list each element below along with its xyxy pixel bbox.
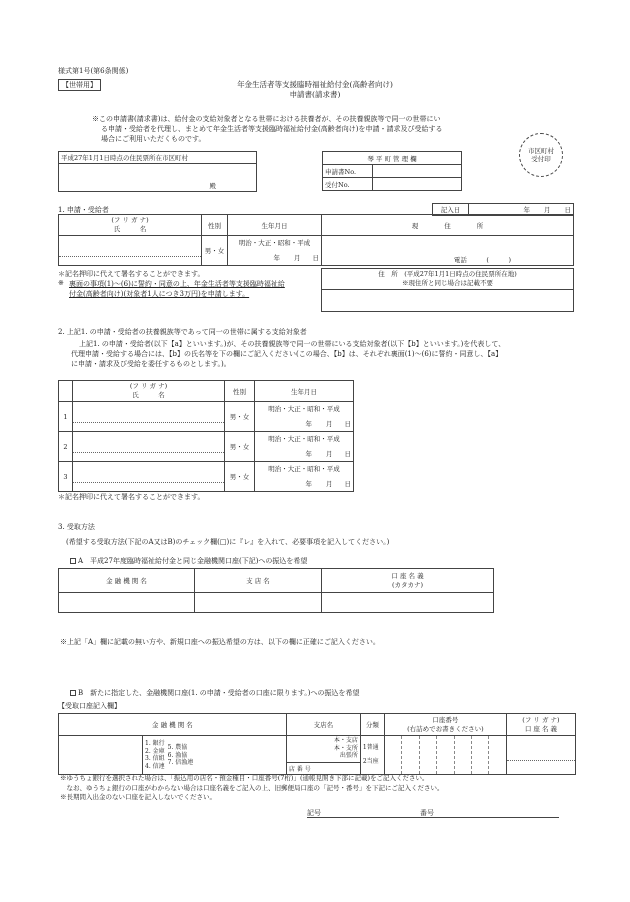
dependent-birth[interactable]: 明治・大正・昭和・平成 年 月 日 [255,462,354,492]
application-no-label: 申請書No. [323,165,373,178]
birthdate-field[interactable]: 明治・大正・昭和・平成 年 月 日 [228,236,322,266]
sign-note-1: ＊記名押印に代えて署名することができます。 [58,270,205,278]
municipality-label: 平成27年1月1日時点の住民票所在市区町村 [59,152,257,164]
receipt-stamp: 市区町村 受付印 [519,133,563,177]
receive-label: 【受取口座記入欄】 [58,702,121,710]
option-a-checkbox[interactable] [70,558,76,564]
dependents-table: (フ リ ガ ナ) 氏 名 性別 生年月日 1 男・女 明治・大正・昭和・平成 年 月 日 2 男・女 明治・大正・昭和・平成 年 月 日 3 男・女 明治・大正・昭和・平成 年 月 日 [58,380,354,492]
resident-note: ※現住所と同じ場合は記載不要 [402,279,493,287]
household-label: 【世帯用】 [58,79,101,91]
bank-a-name[interactable] [59,593,195,613]
consent-mark: ※ [58,279,64,287]
option-b-checkbox[interactable] [70,690,76,696]
dep-gender-label: 性別 [225,381,255,402]
section1-title: 1. 申請・受給者 [58,206,109,214]
section2-desc: 上記1. の申請・受給者(以下【a】といいます。)が、その扶養親族等で同一の世帯にいる支給対象者(以下【b】といいます。)を代表して、 代理申請・受給する場合には、【b】の氏名等を下の欄にご記入ください(この場合、【b】は、それぞれ裏面(1)～(6)に誓約・同意し、【a】 に申請・請求及び受給を委任するものとします。)。 [71,340,506,368]
bank-b-table: 金 融 機 関 名 支店名 分類 口座番号 (右詰めでお書きください) (フ リ ガ ナ) 口 座 名 義 1. 銀行 2. 金庫 3. 信組 4. 信連 5. 農協 6. 漁協 7. 信漁連 本・支店 本・支所 出張所 店 番 号 1普通 2当座 [58,713,576,775]
applicant-name-field[interactable] [59,236,202,266]
section3-title: 3. 受取方法 [58,523,95,531]
dependent-birth[interactable]: 明治・大正・昭和・平成 年 月 日 [255,432,354,462]
branch-field[interactable]: 本・支店 本・支所 出張所 店 番 号 [286,736,360,775]
holder-field[interactable] [506,736,575,775]
dependent-gender[interactable]: 男・女 [225,462,255,492]
resident-title: 住 所 (平成27年1月1日時点の住民票所在地) [378,270,517,278]
dependent-gender[interactable]: 男・女 [225,432,255,462]
admin-box [322,151,462,191]
dep-birth-label: 生年月日 [255,381,354,402]
form-number: 様式第1号(第6条関係) [58,67,129,75]
bank-a-branch[interactable] [195,593,322,613]
receipt-no-label: 受付No. [323,178,373,191]
form-subtitle: 申請書(請求書) [289,90,341,99]
bank-b-notes: ※ゆうちょ銀行を選択された場合は、「振込用の店名・預金種目・口座番号(7桁)」(通帳見開き下部に記載)をご記入ください。 なお、ゆうちょ銀行の口座がわからない場合は口座名義をご記入の上、旧郵便局口座の「記号・番号」を下記にご記入ください。 ※長期間入出金のない口座を記入しないでください。 [60,774,444,801]
section2-title: 2. 上記1. の申請・受給者の扶養親族等であって同一の世帯に属する支給対象者 [58,328,307,336]
address-label: 現 住 所 [322,215,574,236]
form-title: 年金生活者等支援臨時福祉給付金(高齢者向け) [237,80,393,89]
bank-a-holder[interactable] [322,593,494,613]
consent-text: 裏面の事項(1)～(6)に誓約・同意の上、年金生活者等支援臨時福祉給付金(高齢者向け)(対象者1人につき3万円)を申請します。 [69,280,285,298]
phone-field: 電話 ( ) [453,256,511,264]
bank-a-table: 金 融 機 関 名 支 店 名 口 座 名 義 (カタカナ) [58,568,494,613]
dependent-name-field[interactable] [73,462,225,492]
dependent-name-field[interactable] [73,402,225,432]
account-number-field[interactable] [384,736,506,775]
section3-instruction: (希望する受取方法(下記のA又はB)のチェック欄(□)に『レ』を入れて、必要事項を記入してください。) [66,538,390,546]
bangou-label: 番号 [420,809,434,817]
table-row: 2 男・女 明治・大正・昭和・平成 年 月 日 [59,432,354,462]
receipt-no-field[interactable] [373,178,462,191]
intro-text: ※この申請書(請求書)は、給付金の支給対象者となる世帯における扶養者が、その扶養親族等で同一の世帯にい る申請・受給者を代理し、まとめて年金生活者等支援臨時福祉給付金(高齢者向け)を申請・請求及び受給する 場合にご利用いただくものです。 [92,115,443,143]
branch-no-field: 店 番 号 [287,762,360,774]
gender-select[interactable]: 男・女 [202,236,228,266]
municipality-box [58,151,257,192]
resident-address-field[interactable] [322,290,574,312]
note-a: ※上記「A」欄に記載の無い方や、新規口座への振込希望の方は、以下の欄に正確にご記入ください。 [60,638,380,646]
municipality-suffix: 殿 [59,164,257,192]
resident-address-box [321,268,574,312]
entry-date-label: 記入日 [433,204,469,216]
bank-b-name[interactable] [59,736,143,775]
application-no-field[interactable] [373,165,462,178]
dependent-birth[interactable]: 明治・大正・昭和・平成 年 月 日 [255,402,354,432]
bank-type-select[interactable]: 1. 銀行 2. 金庫 3. 信組 4. 信連 5. 農協 6. 漁協 7. 信漁連 [143,736,287,775]
option-b[interactable]: B 新たに指定した、金融機関口座(1. の申請・受給者の口座に限ります。)への振込を希望 [70,688,359,698]
entry-date-field[interactable]: 年 月 日 [469,204,574,216]
gender-label: 性別 [202,215,228,236]
address-field[interactable] [322,236,574,266]
yucho-fields[interactable] [307,808,559,818]
table-row: 3 男・女 明治・大正・昭和・平成 年 月 日 [59,462,354,492]
sign-note-2: ＊記名押印に代えて署名することができます。 [58,493,205,501]
option-a[interactable]: A 平成27年度臨時福祉給付金と同じ金融機関口座(下記)への振込を希望 [70,556,307,566]
account-type-select[interactable]: 1普通 2当座 [360,736,384,775]
admin-title: 琴 平 町 管 理 欄 [323,152,462,165]
dependent-name-field[interactable] [73,432,225,462]
name-label: 氏 名 [113,225,147,233]
table-row: 1 男・女 明治・大正・昭和・平成 年 月 日 [59,402,354,432]
birthdate-label: 生年月日 [228,215,322,236]
kigou-label: 記号 [307,809,321,817]
furigana-label: (フ リ ガ ナ) [111,216,149,224]
applicant-table [58,214,574,266]
dependent-gender[interactable]: 男・女 [225,402,255,432]
